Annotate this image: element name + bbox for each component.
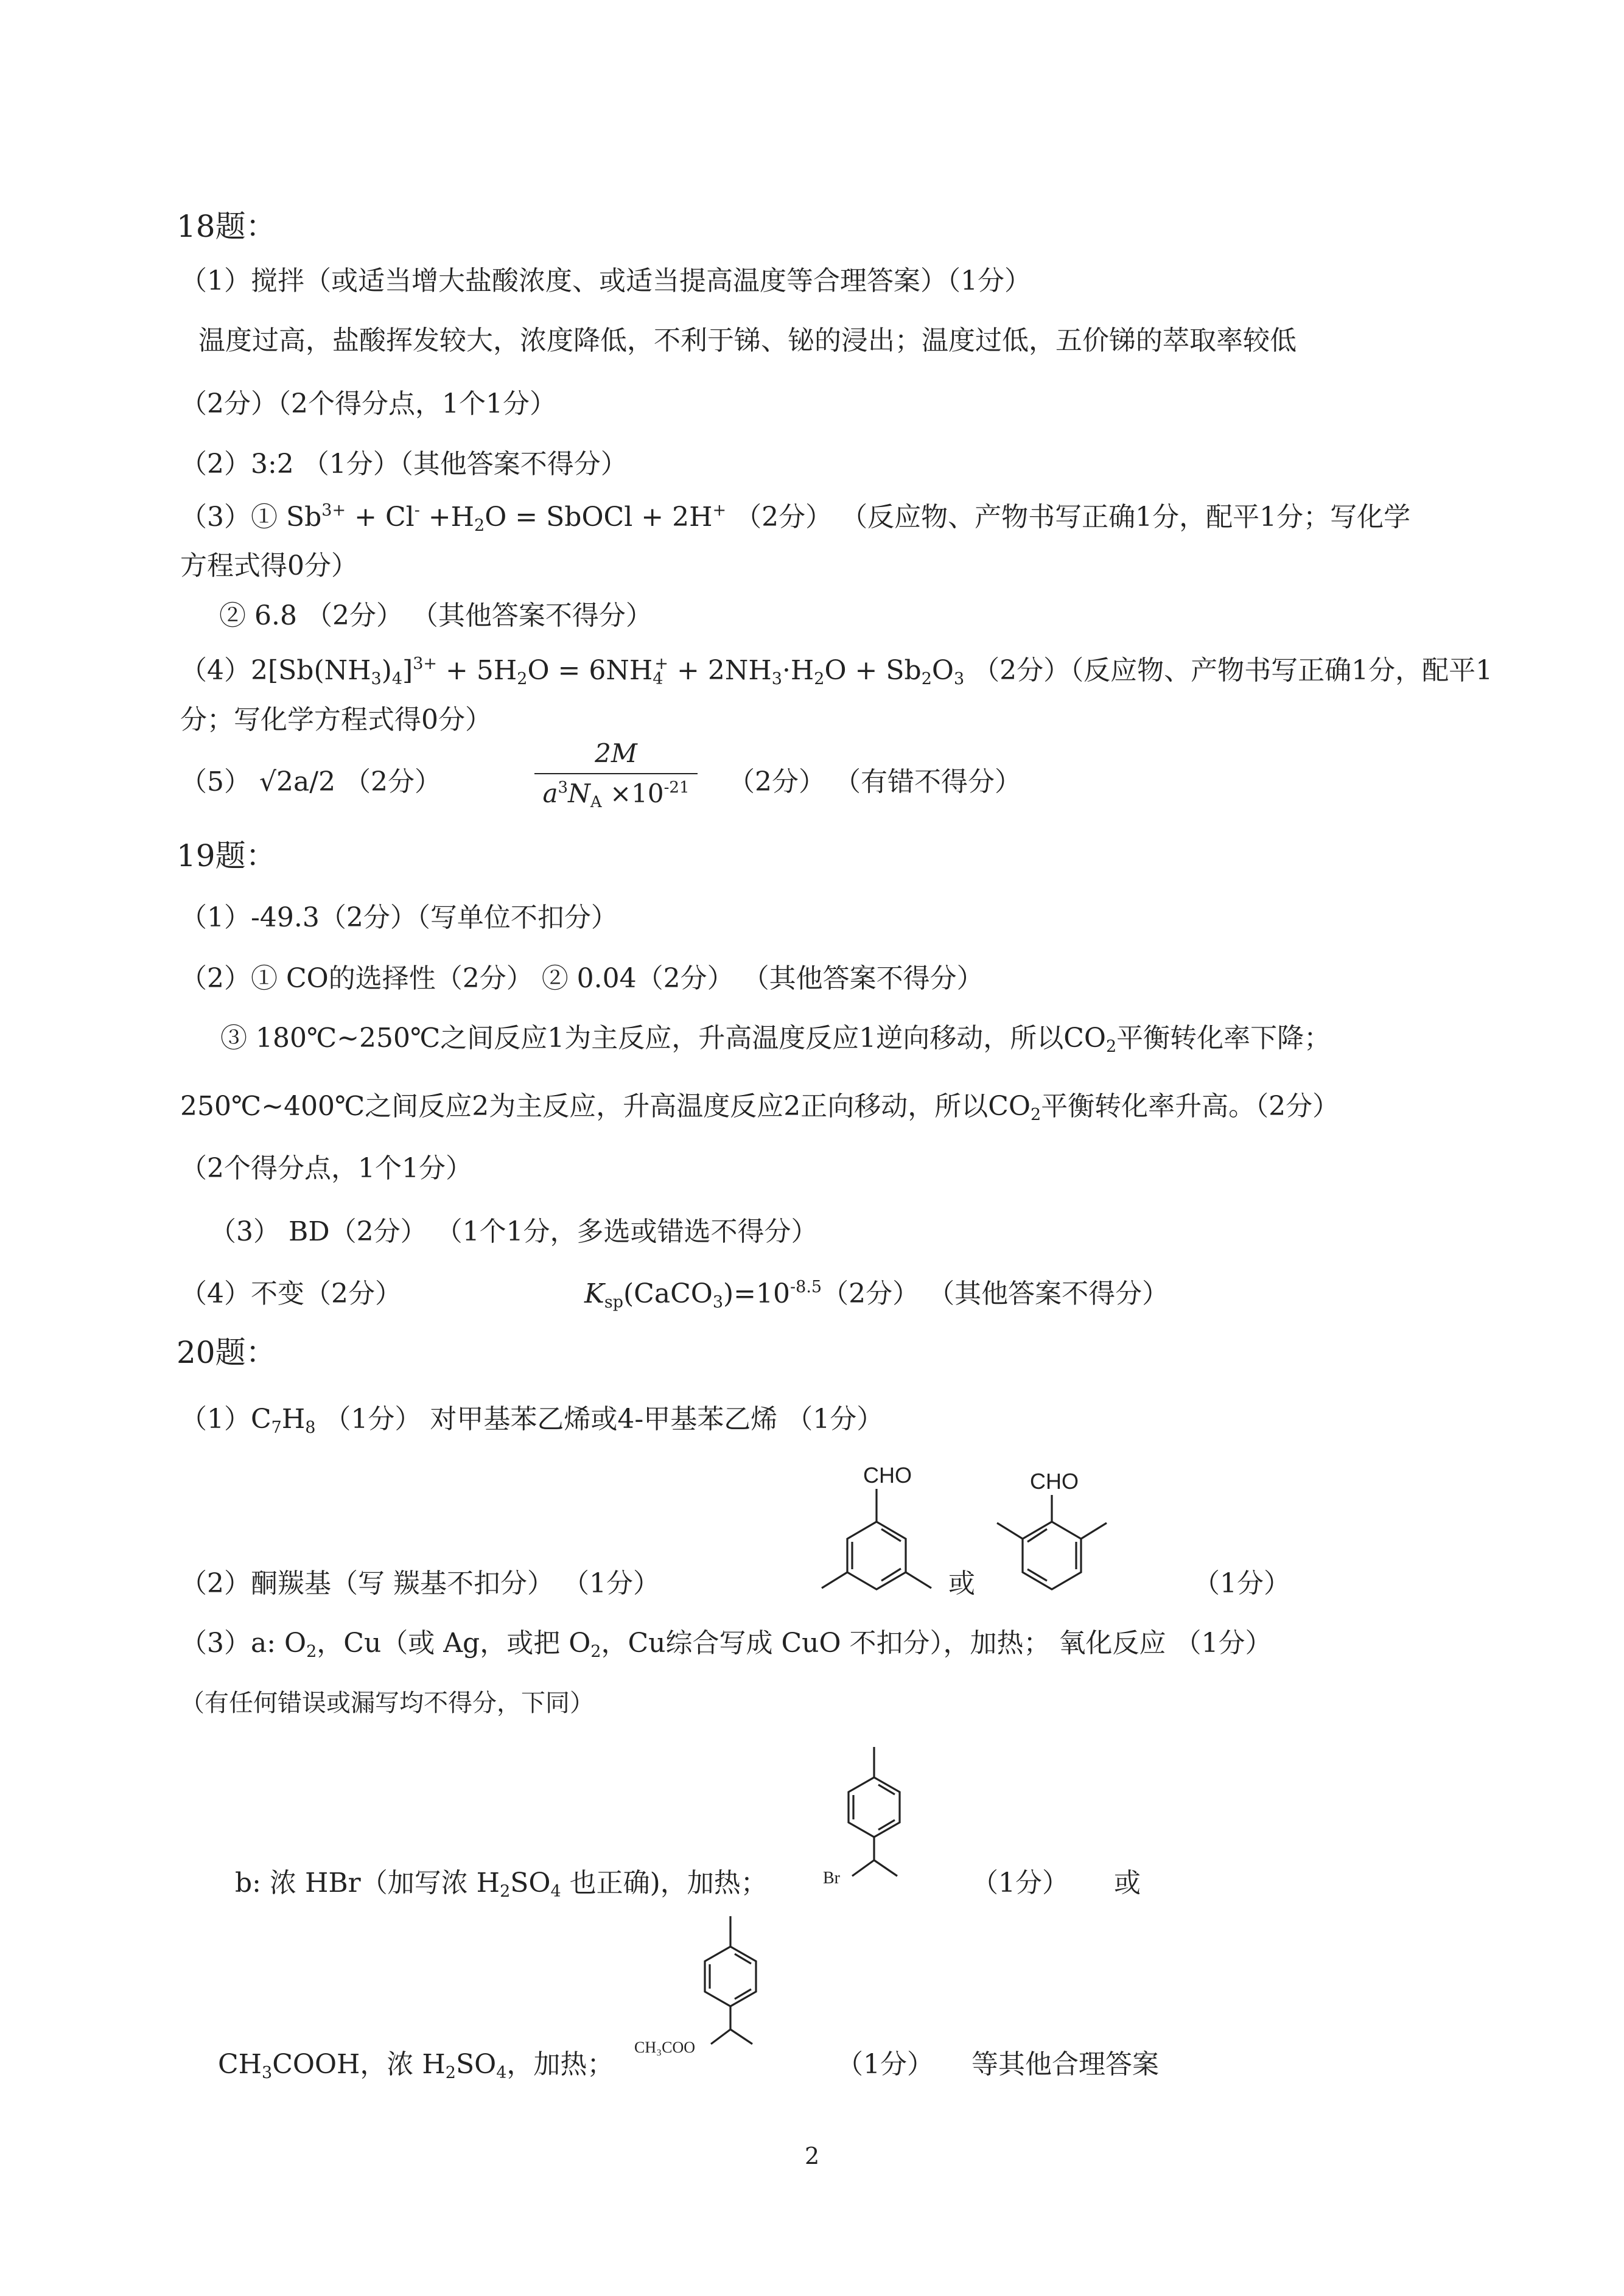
q20-part2: （2）酮羰基（写 羰基不扣分） （1分） (180, 1568, 660, 1599)
q18-part4-equation: $(4)2[Sb(NH_3)_4]^{3+} + 5H_2O = 6NH_4^+ + 2NH_3\cdot H_2O + Sb_2O_3$ （2分）（反应物、产物书写正确1分，配平1 (180, 654, 1493, 688)
fraction-denominator: $a^3N_A \times 10^{-21}$ (542, 779, 690, 811)
benzene-ring (849, 1747, 900, 1876)
q20-part3-c-score: （1分） (836, 2049, 934, 2080)
q18-part1-score: （2分）（2个得分点，1个1分） (180, 388, 556, 419)
dimethylbenzaldehyde-structure-1 (810, 1461, 950, 1607)
q20-part3-c-tail: 等其他合理答案 (971, 2049, 1159, 2080)
cho-label: CHO (863, 1463, 912, 1488)
dimethylbenzaldehyde-structure-2 (991, 1461, 1131, 1607)
or-label-1: 或 (948, 1568, 975, 1599)
benzene-ring (997, 1495, 1107, 1589)
q18-part1: （1）搅拌（或适当增大盐酸浓度、或适当提高温度等合理答案）（1分） (180, 265, 1031, 296)
q20-title: 20题： (177, 1335, 276, 1370)
q18-part4-note: 分；写化学方程式得0分） (180, 704, 492, 735)
q19-part1: （1）-49.3（2分）（写单位不扣分） (180, 902, 618, 933)
benzene-ring (705, 1916, 756, 2044)
q19-part4-answer: （4）不变（2分） (180, 1278, 402, 1309)
q18-part3-equation: （3）① $Sb^{3+} + Cl^- +H_2O$ = SbOCl + 2H+ （2分） （反应物、产物书写正确1分，配平1分；写化学 (180, 501, 1411, 535)
q20-part3-b: b: 浓 HBr（加写浓 $H_2SO_4$ 也正确)，加热； (235, 1867, 768, 1901)
q19-part2-explain-a: ③ 180℃~250℃之间反应1为主反应，升高温度反应1逆向移动，所以$CO_2$平衡转化率下降； (220, 1023, 1331, 1056)
q18-part5-score: （2分） （有错不得分） (728, 766, 1021, 797)
bromo-compound-structure (816, 1741, 925, 1911)
q18-part5-fraction (534, 737, 698, 811)
q18-title: 18题： (177, 209, 276, 244)
q19-part3: （3） BD（2分） （1个1分，多选或错选不得分） (209, 1216, 818, 1247)
acetate-ester-structure (633, 1911, 779, 2082)
q20-part2-score: （1分） (1193, 1568, 1290, 1599)
page-number: 2 (805, 2143, 820, 2169)
q18-part5-answer1: （5） √2a/2 （2分） (180, 766, 442, 797)
q20-part3-b-score: （1分） (971, 1867, 1069, 1899)
benzene-ring (822, 1489, 931, 1589)
br-label: Br (823, 1869, 840, 1888)
or-label-2: 或 (1114, 1867, 1141, 1899)
q18-part2: （2）3:2 （1分）（其他答案不得分） (180, 449, 628, 480)
q20-part3-note: （有任何错误或漏写均不得分，下同） (180, 1689, 594, 1717)
q19-part2: （2）① CO的选择性（2分） ② 0.04（2分） （其他答案不得分） (180, 963, 984, 994)
q20-part1: $(1)C_7H_8$ （1分） 对甲基苯乙烯或4-甲基苯乙烯 （1分） (180, 1404, 884, 1437)
q18-part1-explanation: 温度过高，盐酸挥发较大，浓度降低，不利于锑、铋的浸出；温度过低，五价锑的萃取率较低 (198, 325, 1297, 356)
q19-part4-ksp: $K_{sp}(CaCO_3)=10^{-8.5}(2$分） （其他答案不得分） (584, 1278, 1169, 1312)
q19-part2-score: （2个得分点，1个1分） (180, 1153, 472, 1184)
cho-label: CHO (1030, 1469, 1079, 1494)
q18-part3-note: 方程式得0分） (180, 550, 358, 581)
q20-part3-c: $CH_3COOH$，浓 $H_2SO_4$，加热； (218, 2049, 614, 2082)
q20-part3-a: （3）a: $O_2$，Cu（或 Ag，或把 $O_2$，Cu综合写成 CuO 不扣分），加热； 氧化反应 （1分） (180, 1628, 1272, 1661)
fraction-bar (534, 773, 698, 774)
q19-title: 19题： (177, 838, 276, 873)
q19-part2-explain-b: 250℃~400℃之间反应2为主反应，升高温度反应2正向移动，所以$CO_2$平衡转化率升高。（2分） (180, 1091, 1340, 1124)
fraction-numerator: 2M (595, 738, 637, 768)
ch3coo-label: CH₃COO (634, 2039, 696, 2056)
q18-part3-answer2: ② 6.8 （2分） （其他答案不得分） (219, 600, 653, 631)
